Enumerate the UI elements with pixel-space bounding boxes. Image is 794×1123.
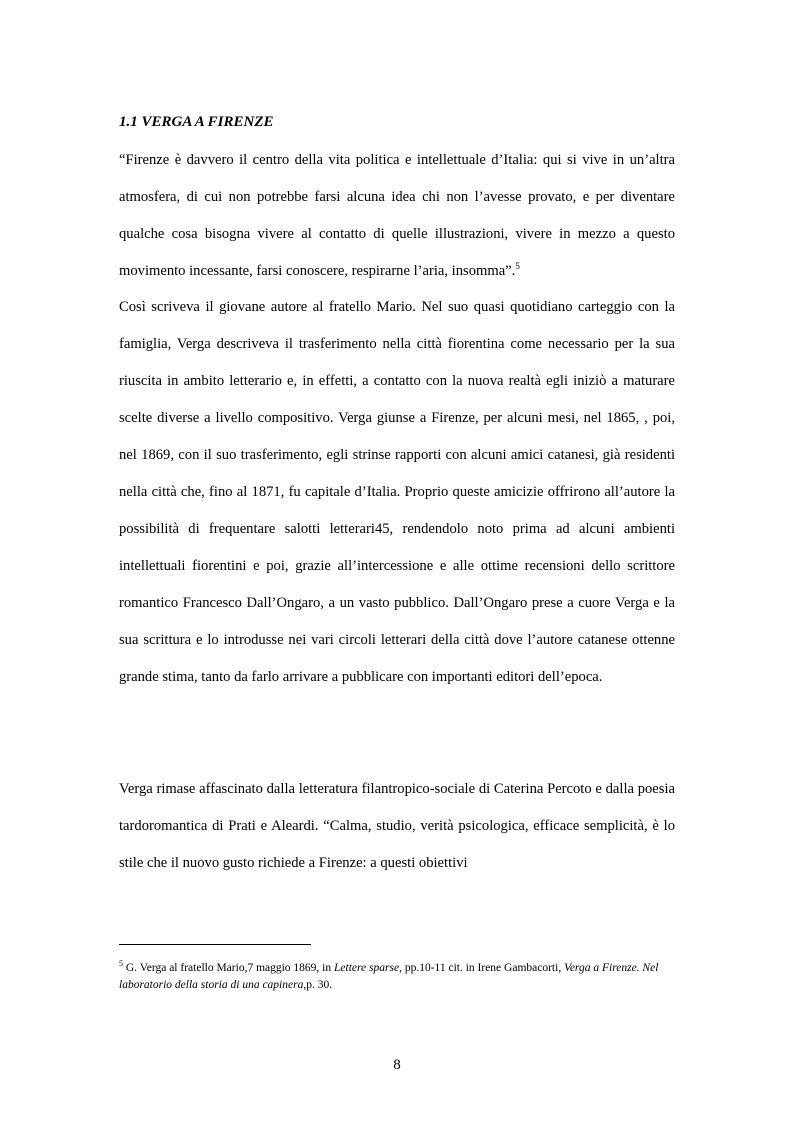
page-number: 8 [393, 1057, 401, 1073]
body-paragraph-2: Verga rimase affascinato dalla letteratura filantropico-sociale di Caterina Percoto e dalla poesia tardoromantica di Prati e Aleardi. “Calma, studio, verità psicologica, efficace semplicità, è lo stile che il nuovo gusto richiede a Firenze: a questi obiettivi [119, 781, 675, 871]
footnote-separator [119, 944, 311, 945]
body-paragraph-1: Così scriveva il giovane autore al fratello Mario. Nel suo quasi quotidiano carteggio con la famiglia, Verga descriveva il trasferimento nella città fiorentina come necessario per la sua riuscita in ambito letterario e, in effetti, a contatto con la nuova realtà egli iniziò a maturare scelte diverse a livello compositivo. Verga giunse a Firenze, per alcuni mesi, nel 1865, , poi, nel 1869, con il suo trasferimento, egli strinse rapporti con alcuni amici catanesi, già residenti nella città che, fino al 1871, fu capitale d’Italia. Proprio queste amicizie offrirono all’autore la possibilità di frequentare salotti letterari45, rendendolo noto prima ad alcuni ambienti intellettuali fiorentini e poi, grazie all’intercessione e alle ottime recensioni dello scrittore romantico Francesco Dall’Ongaro, a un vasto pubblico. Dall’Ongaro prese a cuore Verga e la sua scrittura e lo introdusse nei vari circoli letterari della città dove l’autore catanese ottenne grande stima, tanto da farlo arrivare a pubblicare con importanti editori dell’epoca. [119, 299, 675, 685]
footnote-text-3: ,p. 30. [303, 979, 333, 991]
section-heading: 1.1 VERGA A FIRENZE [119, 114, 274, 130]
footnote [119, 960, 675, 994]
footnote-text-1: G. Verga al fratello Mario,7 maggio 1869, in [123, 962, 335, 974]
footnote-title-1: Lettere sparse [334, 962, 400, 974]
quote-text: “Firenze è davvero il centro della vita politica e intellettuale d’Italia: qui si vive in un’altra atmosfera, di cui non potrebbe farsi alcuna idea chi non l’avesse provato, e per diventare qualche cosa bisogna vivere al contatto di quelle illustrazioni, vivere in mezzo a questo movimento incessante, farsi conoscere, respirarne l’aria, insomma”. [119, 152, 675, 279]
footnote-title-2: Verga a Firenze. Nel laboratorio della storia di una capinera [119, 962, 659, 991]
footnote-reference[interactable]: 5 [515, 261, 520, 272]
footnote-number: 5 [119, 959, 123, 969]
opening-quote-paragraph [119, 142, 675, 290]
footnote-text-2: , pp.10-11 cit. in Irene Gambacorti, [399, 962, 565, 974]
